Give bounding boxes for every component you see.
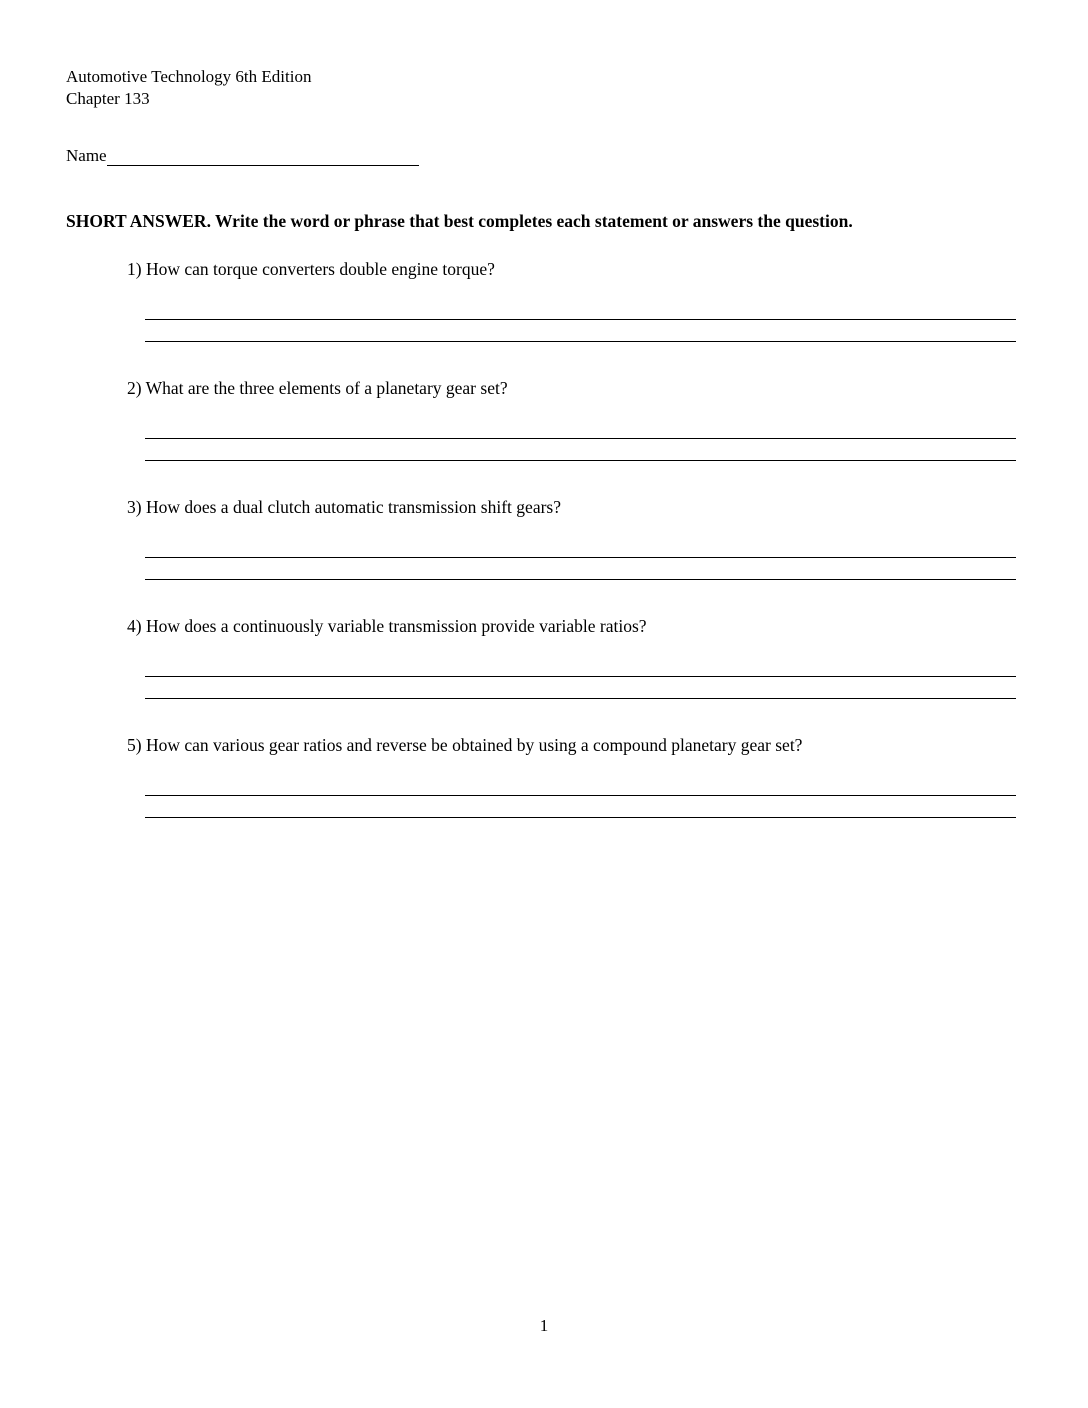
section-heading: SHORT ANSWER. Write the word or phrase that best completes each statement or answers the question. — [66, 211, 853, 231]
answer-blank-line[interactable] — [145, 774, 1016, 796]
question-block — [66, 496, 1022, 580]
answer-blank-line[interactable] — [145, 677, 1016, 699]
question-body: How does a continuously variable transmission provide variable ratios? — [145, 616, 647, 636]
answer-blank-line[interactable] — [145, 298, 1016, 320]
question-number: 5) — [127, 735, 142, 755]
question-number: 4) — [127, 616, 142, 636]
answer-area — [145, 655, 1016, 699]
answer-area — [145, 417, 1016, 461]
question-number: 2) — [127, 378, 142, 398]
question-list — [66, 258, 1022, 818]
question-block — [66, 258, 1022, 342]
page-number: 1 — [539, 1316, 549, 1335]
answer-blank-line[interactable] — [145, 417, 1016, 439]
answer-blank-line[interactable] — [145, 558, 1016, 580]
answer-blank-line[interactable] — [145, 796, 1016, 818]
question-block — [66, 734, 1022, 818]
question-block — [66, 377, 1022, 461]
answer-area — [145, 774, 1016, 818]
question-text — [127, 734, 1022, 756]
chapter-label: Chapter 133 — [66, 89, 150, 108]
answer-area — [145, 298, 1016, 342]
question-number: 3) — [127, 497, 142, 517]
name-label: Name — [66, 146, 107, 165]
answer-blank-line[interactable] — [145, 439, 1016, 461]
question-text — [127, 496, 1022, 518]
question-body: How can torque converters double engine torque? — [145, 259, 495, 279]
question-text — [127, 615, 1022, 637]
question-body: How can various gear ratios and reverse be obtained by using a compound planetary gear set? — [145, 735, 803, 755]
document-title: Automotive Technology 6th Edition — [66, 67, 312, 86]
answer-blank-line[interactable] — [145, 320, 1016, 342]
answer-blank-line[interactable] — [145, 655, 1016, 677]
question-number: 1) — [127, 259, 142, 279]
question-body: How does a dual clutch automatic transmission shift gears? — [145, 497, 561, 517]
question-body: What are the three elements of a planetary gear set? — [145, 378, 508, 398]
name-blank-line[interactable] — [107, 146, 419, 166]
answer-blank-line[interactable] — [145, 536, 1016, 558]
name-row — [66, 146, 1022, 166]
answer-area — [145, 536, 1016, 580]
question-text — [127, 258, 1022, 280]
question-block — [66, 615, 1022, 699]
question-text — [127, 377, 1022, 399]
